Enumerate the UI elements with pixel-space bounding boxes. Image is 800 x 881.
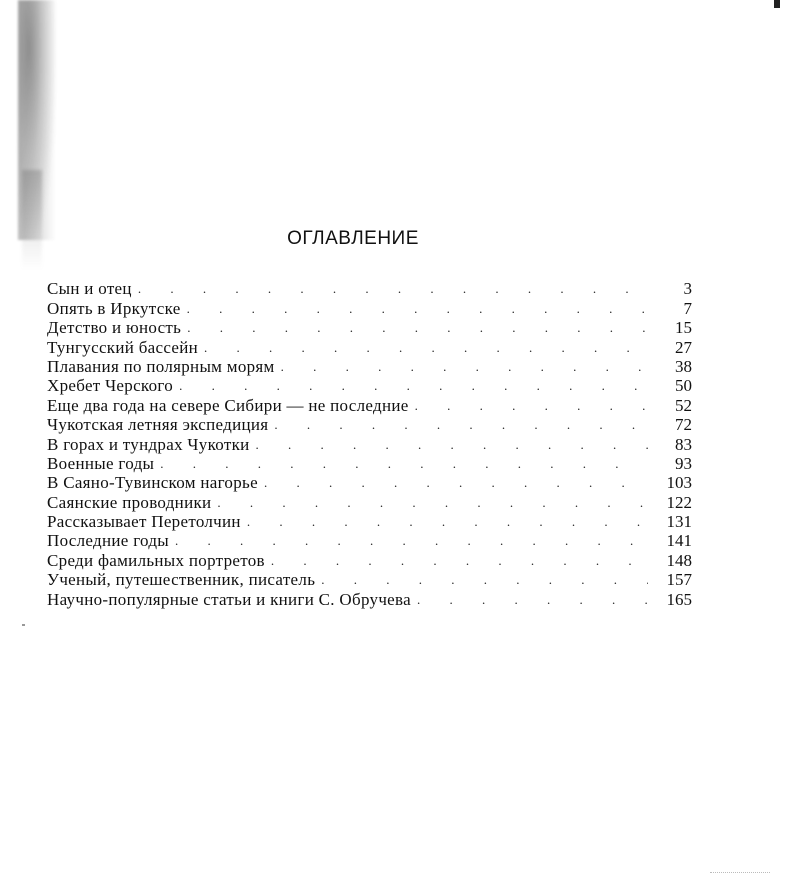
toc-dot-leader (187, 318, 648, 337)
toc-entry-title: Тунгусский бассейн (47, 338, 204, 357)
toc-dot-leader (415, 396, 648, 415)
toc-entry (47, 395, 692, 414)
toc-entry (47, 279, 692, 298)
corner-mark (774, 0, 780, 8)
toc-entry (47, 589, 692, 608)
toc-entry-title: Среди фамильных портретов (47, 551, 271, 570)
toc-entry (47, 550, 692, 569)
footer-mark (710, 872, 770, 879)
toc-entry-page-number: 141 (648, 531, 692, 550)
toc-dot-leader (281, 357, 648, 376)
toc-entry-page-number: 131 (648, 512, 692, 531)
toc-entry-page-number: 83 (648, 435, 692, 454)
toc-dot-leader (417, 590, 648, 609)
toc-heading: ОГЛАВЛЕНИЕ (287, 228, 419, 249)
toc-dot-leader (217, 493, 648, 512)
toc-dot-leader (247, 512, 648, 531)
toc-entry-page-number: 122 (648, 493, 692, 512)
toc-entry-page-number: 7 (648, 299, 692, 318)
toc-entry-title: Чукотская летняя экспедиция (47, 415, 274, 434)
toc-entry-page-number: 103 (648, 473, 692, 492)
toc-dot-leader (264, 473, 648, 492)
table-of-contents (47, 279, 692, 609)
toc-entry-page-number: 165 (648, 590, 692, 609)
toc-entry-page-number: 3 (648, 279, 692, 298)
stray-dot (22, 624, 25, 626)
toc-entry (47, 434, 692, 453)
toc-entry-title: Плавания по полярным морям (47, 357, 281, 376)
toc-entry-title: Сын и отец (47, 279, 138, 298)
toc-entry-title: Военные годы (47, 454, 160, 473)
toc-entry (47, 492, 692, 511)
toc-entry-title: Научно-популярные статьи и книги С. Обручева (47, 590, 417, 609)
toc-entry-title: В горах и тундрах Чукотки (47, 435, 256, 454)
toc-entry-page-number: 27 (648, 338, 692, 357)
toc-entry-title: Ученый, путешественник, писатель (47, 570, 321, 589)
toc-entry (47, 357, 692, 376)
toc-entry (47, 454, 692, 473)
toc-entry (47, 318, 692, 337)
toc-entry (47, 512, 692, 531)
toc-entry (47, 376, 692, 395)
toc-entry (47, 337, 692, 356)
toc-entry-title: Опять в Иркутске (47, 299, 187, 318)
toc-dot-leader (271, 551, 648, 570)
toc-entry-title: Еще два года на севере Сибири — не последние (47, 396, 415, 415)
toc-dot-leader (179, 376, 648, 395)
toc-dot-leader (175, 531, 648, 550)
toc-dot-leader (321, 570, 648, 589)
toc-entry-title: Саянские проводники (47, 493, 217, 512)
toc-entry-page-number: 157 (648, 570, 692, 589)
toc-entry-page-number: 52 (648, 396, 692, 415)
toc-entry (47, 298, 692, 317)
toc-entry-title: Детство и юность (47, 318, 187, 337)
toc-dot-leader (138, 279, 648, 298)
toc-entry (47, 473, 692, 492)
toc-entry-title: Хребет Черского (47, 376, 179, 395)
toc-dot-leader (256, 435, 648, 454)
toc-entry-page-number: 148 (648, 551, 692, 570)
toc-entry-page-number: 38 (648, 357, 692, 376)
toc-dot-leader (204, 338, 648, 357)
toc-entry-page-number: 72 (648, 415, 692, 434)
toc-dot-leader (160, 454, 648, 473)
toc-entry-title: Последние годы (47, 531, 175, 550)
toc-entry (47, 570, 692, 589)
scan-edge-shadow-lower (22, 170, 42, 270)
toc-entry-page-number: 93 (648, 454, 692, 473)
toc-entry (47, 531, 692, 550)
toc-entry (47, 415, 692, 434)
toc-dot-leader (187, 299, 648, 318)
toc-entry-title: Рассказывает Перетолчин (47, 512, 247, 531)
toc-dot-leader (274, 415, 648, 434)
toc-entry-title: В Саяно-Тувинском нагорье (47, 473, 264, 492)
toc-entry-page-number: 15 (648, 318, 692, 337)
toc-entry-page-number: 50 (648, 376, 692, 395)
